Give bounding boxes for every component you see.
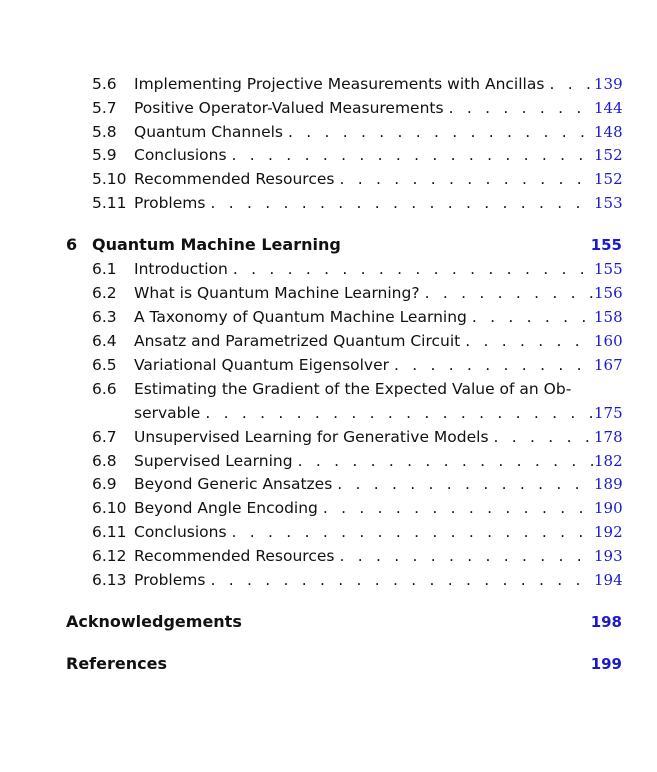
page-link[interactable]: 152 [594, 170, 623, 188]
page-link[interactable]: 194 [594, 571, 623, 589]
section-title: Unsupervised Learning for Generative Models [134, 428, 489, 446]
section-title-line-2: servable [134, 404, 201, 422]
section-number: 6.12 [92, 547, 127, 565]
section-number: 6.7 [92, 428, 117, 446]
leader-dots [200, 402, 594, 424]
section-number: 5.8 [92, 123, 117, 141]
toc-entry-6-6[interactable] [66, 378, 622, 400]
section-number: 6.3 [92, 308, 117, 326]
section-title: Variational Quantum Eigensolver [134, 356, 390, 374]
leader-dots [389, 354, 594, 376]
section-title: Beyond Angle Encoding [134, 499, 318, 517]
page-link[interactable]: 198 [590, 613, 622, 631]
page-link[interactable]: 139 [594, 75, 623, 93]
section-title: Conclusions [134, 523, 227, 541]
toc-entry-6-8[interactable] [66, 450, 622, 472]
section-number: 5.6 [92, 75, 117, 93]
leader-dots [460, 330, 594, 352]
leader-dots [205, 569, 594, 591]
section-number: 6.13 [92, 571, 127, 589]
page-link[interactable]: 155 [594, 260, 623, 278]
leader-dots [444, 97, 594, 119]
section-title: Positive Operator-Valued Measurements [134, 99, 444, 117]
section-title: Recommended Resources [134, 170, 335, 188]
toc-references[interactable] [66, 653, 622, 675]
leader-dots [227, 144, 594, 166]
page-link[interactable]: 156 [594, 284, 623, 302]
leader-dots [334, 168, 594, 190]
toc-entry-6-6-continued[interactable] [66, 402, 622, 424]
toc-acknowledgements[interactable] [66, 611, 622, 633]
toc-entry-5-9[interactable] [66, 144, 622, 166]
page-link[interactable]: 152 [594, 146, 623, 164]
page-link[interactable]: 155 [590, 236, 622, 254]
leader-dots [293, 450, 594, 472]
leader-dots [420, 282, 594, 304]
section-number: 6.10 [92, 499, 127, 517]
toc-chapter-6[interactable] [66, 234, 622, 256]
toc-entry-5-8[interactable] [66, 121, 622, 143]
page-link[interactable]: 167 [594, 356, 623, 374]
page-link[interactable]: 160 [594, 332, 623, 350]
page-link[interactable]: 199 [590, 655, 622, 673]
acknowledgements-title: Acknowledgements [66, 612, 242, 631]
toc-entry-5-7[interactable] [66, 97, 622, 119]
section-title: Implementing Projective Measurements with Ancillas [134, 75, 545, 93]
section-title: Beyond Generic Ansatzes [134, 475, 333, 493]
section-title: Recommended Resources [134, 547, 335, 565]
leader-dots [228, 258, 594, 280]
section-title-line-1: Estimating the Gradient of the Expected Value of an Ob- [134, 380, 572, 398]
section-number: 6.4 [92, 332, 117, 350]
page-link[interactable]: 182 [594, 452, 623, 470]
page-link[interactable]: 189 [594, 475, 623, 493]
section-number: 6.1 [92, 260, 117, 278]
chapter-number: 6 [66, 235, 78, 254]
leader-dots [334, 545, 594, 567]
toc-entry-6-13[interactable] [66, 569, 622, 591]
leader-dots [467, 306, 594, 328]
section-title: Ansatz and Parametrized Quantum Circuit [134, 332, 461, 350]
toc-entry-6-10[interactable] [66, 497, 622, 519]
section-title: Problems [134, 194, 206, 212]
section-title: Introduction [134, 260, 228, 278]
leader-dots [205, 192, 594, 214]
leader-dots [332, 473, 594, 495]
section-number: 6.2 [92, 284, 117, 302]
section-title: What is Quantum Machine Learning? [134, 284, 420, 302]
page-link[interactable]: 190 [594, 499, 623, 517]
chapter-title: Quantum Machine Learning [92, 235, 341, 254]
section-number: 5.11 [92, 194, 127, 212]
page-link[interactable]: 153 [594, 194, 623, 212]
section-number: 6.11 [92, 523, 127, 541]
section-title: Problems [134, 571, 206, 589]
section-number: 6.8 [92, 452, 117, 470]
leader-dots [544, 73, 594, 95]
section-number: 6.5 [92, 356, 117, 374]
section-title: Supervised Learning [134, 452, 293, 470]
leader-dots [227, 521, 594, 543]
page-link[interactable]: 148 [594, 123, 623, 141]
section-title: Quantum Channels [134, 123, 283, 141]
toc-entry-6-5[interactable] [66, 354, 622, 376]
toc-entry-5-6[interactable] [66, 73, 622, 95]
page-link[interactable]: 175 [594, 404, 623, 422]
section-title: Conclusions [134, 146, 227, 164]
page-link[interactable]: 193 [594, 547, 623, 565]
section-number: 5.7 [92, 99, 117, 117]
toc-entry-6-2[interactable] [66, 282, 622, 304]
section-title: A Taxonomy of Quantum Machine Learning [134, 308, 467, 326]
references-title: References [66, 654, 167, 673]
toc-entry-6-3[interactable] [66, 306, 622, 328]
toc-entry-6-12[interactable] [66, 545, 622, 567]
section-number: 6.6 [92, 380, 117, 398]
toc-entry-6-4[interactable] [66, 330, 622, 352]
section-number: 5.10 [92, 170, 127, 188]
toc-entry-5-11[interactable] [66, 192, 622, 214]
leader-dots [318, 497, 594, 519]
section-number: 6.9 [92, 475, 117, 493]
page-link[interactable]: 158 [594, 308, 623, 326]
leader-dots [283, 121, 594, 143]
toc-entry-6-1[interactable] [66, 258, 622, 280]
toc-entry-5-10[interactable] [66, 168, 622, 190]
toc-entry-6-7[interactable] [66, 426, 622, 448]
toc-entry-6-9[interactable] [66, 473, 622, 495]
leader-dots [489, 426, 594, 448]
page-link[interactable]: 192 [594, 523, 623, 541]
toc-entry-6-11[interactable] [66, 521, 622, 543]
page-link[interactable]: 178 [594, 428, 623, 446]
section-number: 5.9 [92, 146, 117, 164]
page-link[interactable]: 144 [594, 99, 623, 117]
